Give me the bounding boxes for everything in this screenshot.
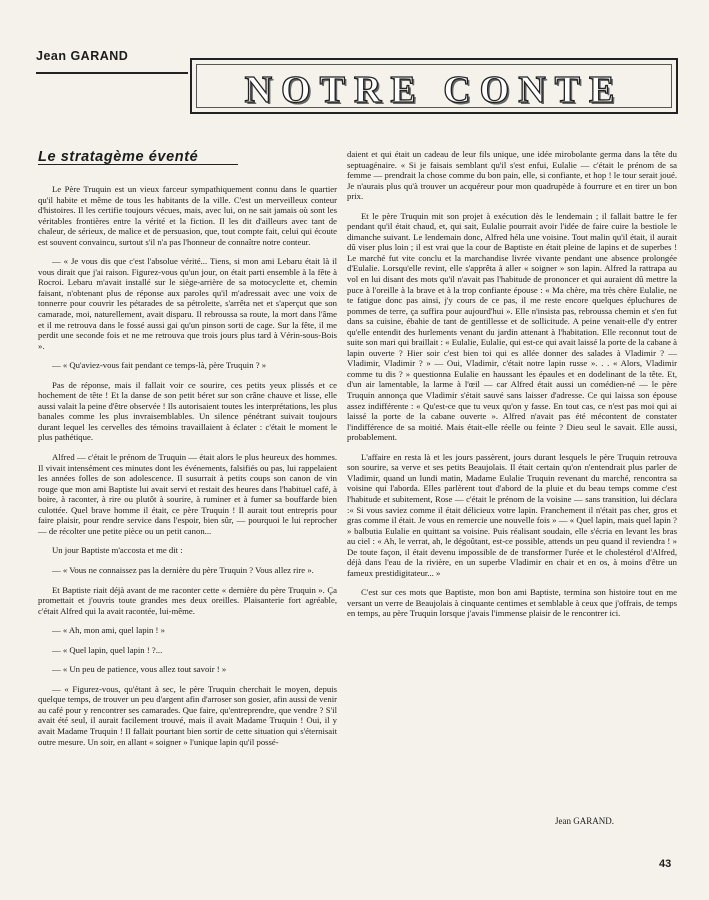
paragraph: Et Baptiste riait déjà avant de me raconter cette « dernière du père Truquin ». Ça promettait et j'ouvris toute grandes mes deux oreilles. Plaisanterie fort agréable, c'était Alfred qui la avait racontée, lui-même. xyxy=(38,584,337,616)
paragraph: — « Qu'aviez-vous fait pendant ce temps-là, père Truquin ? » xyxy=(52,360,267,371)
paragraph: — « Quel lapin, quel lapin ! ?... xyxy=(52,644,163,655)
paragraph: daient et qui était un cadeau de leur fils unique, une idée mirobolante germa dans la tête du septuagénaire. « Si je faisais semblant qu'il s'est enfui, Eulalie — c'était le prénom de sa femme — prendrait la chose comme du bon pain, elle, si confiante, et hop ! le tour serait joué. Je n'aurais plus qu'à trouver un acquéreur pour mon quadrupède à fourrure et en tirer un bon prix. xyxy=(347,149,677,202)
right-column xyxy=(347,149,677,628)
story-title-underline xyxy=(38,164,238,165)
paragraph: L'affaire en resta là et les jours passèrent, jours durant lesquels le père Truquin retrouva son sourire, sa verve et ses petits Beaujolais. Il était certain qu'on n'entendrait plus parler de Vladimir, quand un lundi matin, Madame Eulalie Truquin revenant du marché, rencontra sa voisine qui l'aborda. Elles parlèrent tout d'abord de la pluie et du beau temps comme c'est l'habitude et subitement, Rose — c'était le prénom de la voisine — sans transition, lui déclara :« Si vous saviez comme il était délicieux votre lapin. Franchement il n'était pas cher, gros et gras comme il était. Je vous en remercie une nouvelle fois » — « Quel lapin, mais quel lapin ? » balbutia Eulalie en quittant sa voisine. Puis réalisant soudain, elle s'écria en levant les bras au ciel : « Ah, le verrat, ah, le dégoûtant, est-ce possible, attends un peu quand il reviendra ! » De toute façon, il était devenu impossible de de transformer l'urée et le cholestérol d'Alfred, déjà dans l'eau de la rivière, en un superbe Vladimir en chair et en os, à moins d'être un fameux prestidigitateur... » xyxy=(347,451,677,578)
header-rule xyxy=(36,72,188,74)
page-number: 43 xyxy=(659,858,672,870)
paragraph: — « Vous ne connaissez pas la dernière du père Truquin ? Vous allez rire ». xyxy=(52,564,314,575)
story-title: Le stratagème éventé xyxy=(38,149,199,165)
paragraph: — « Un peu de patience, vous allez tout savoir ! » xyxy=(52,664,227,675)
left-column xyxy=(38,184,337,756)
paragraph: Le Père Truquin est un vieux farceur sympathiquement connu dans le quartier qu'il habite et même de tous les habitants de la ville. C'est un merveilleux conteur d'histoires. Il les certifie toujours vécues, mais, avec lui, on ne sait jamais où sont les véritables frontières entre la vérité et la fiction. Il les dit d'ailleurs avec tant de chaleur, de sérieux, de malice et de persuasion, que, tout compte fait, celui qui écoute est souvent convaincu, surtout s'il n'a pas l'honneur de connaître notre conteur. xyxy=(38,184,337,247)
paragraph: Pas de réponse, mais il fallait voir ce sourire, ces petits yeux plissés et ce hochement de tête ! Et la danse de son petit béret sur son crâne chauve et lisse, elle aussi valait la peine d'être observée ! Ils autorisaient toutes les interprétations, les plus banales comme les plus invraisemblables. Un silence pénétrant suivait toujours durant lequel les cervelles des témoins travaillaient à éclater : c'était le moment le plus pathétique. xyxy=(38,379,337,443)
title-frame xyxy=(190,58,678,114)
header-author: Jean GARAND xyxy=(36,49,129,63)
paragraph: C'est sur ces mots que Baptiste, mon bon ami Baptiste, termina son histoire tout en me versant un verre de Beaujolais à cinquante centimes et semblable à ceux que j'offrais, de temps en temps, au père Truquin lorsque j'avais l'immense plaisir de le rencontrer ici. xyxy=(347,587,677,619)
section-title: NOTRE CONTE xyxy=(244,69,624,111)
signature: Jean GARAND. xyxy=(555,816,614,826)
paragraph: Et le père Truquin mit son projet à exécution dès le lendemain ; il fallait battre le fer pendant qu'il était chaud, et, qui sait, Eulalie pourrait avoir l'idée de faire cuire la bestiole le dimanche suivant. Le lendemain donc, Alfred héla une voisine. Tout malin qu'il était, il aurait dû viser plus loin ; il est vrai que la cour de Baptiste en était pleine de lapins et de superbes ! Le marché fut vite conclu et la marchandise livrée vivante pendant une absence prolongée d'Eulalie. Lorsqu'elle revint, elle s'apprêta à aller « soigner » son lapin. Alfred la rattrapa au vol en lui disant des mots qu'il n'avait pas l'habitude de prononcer et qui auraient dû mettre la puce à l'oreille à la brave et à la trop confiante épouse : « Ma chère, ma très chère Eulalie, ne te fatigue donc pas ainsi, j'y cours de ce pas, il me reste encore quelques épluchures de pommes de terre, ça suffira pour aujourd'hui ». Elle n'insista pas, rebroussa chemin et s'en fut dans sa cuisine, ébahie de tant de gentillesse et de sollicitude. A peine venait-elle d'y entrer qu'elle entendit des hurlements venant du jardin attenant à l'habitation. Elle reconnut tout de suite son mari qui braillait : « Eulalie, Eulalie, qui est-ce qui avait laissé la porte de la cabane à lapin ouverte ? Hier soir c'est bien toi qui es allée donner des salades à Vladimir ? — Vladimir, Vladimir ? » — Oui, Vladimir, c'était notre lapin russe ». . . « Alors, Vladimir comme tu dis ? » questionna Eulalie en haussant les épaules et en dodelinant de la tête. Et, d'un air lamentable, la larme à l'œil — car Alfred était aussi un comédien-né — le père Truquin annonça que Vladimir s'était sauvé sans laisser d'adresse. Ce qui laissa son épouse assez indifférente : « Qu'est-ce que tu veux qu'on y fasse. En tout cas, ce n'est pas moi qui ai laissé la porte de la cabane ouverte ». Alfred n'avait pas été mécontent de constater l'indifférence de sa moitié. Mais était-elle réelle ou feinte ? Dieu seul le savait. Elle aussi, probablement. xyxy=(347,210,677,443)
paragraph: — « Figurez-vous, qu'étant à sec, le père Truquin cherchait le moyen, depuis quelque temps, de trouver un peu d'argent afin d'arroser son gosier, afin aussi de venir au café pour y rencontrer ses camarades. Que faire, qu'entreprendre, que vendre ? S'il avait été seul, il aurait facilement trouvé, mais il avait Madame Truquin ! Oui, il y avait Madame Truquin ! Il fallait pourtant bien sortir de cette situation qui s'éternisait outre mesure. Un soir, en allant « soigner » l'unique lapin qu'il possé- xyxy=(38,683,337,747)
paragraph: — « Ah, mon ami, quel lapin ! » xyxy=(52,625,165,636)
paragraph: Un jour Baptiste m'accosta et me dit : xyxy=(52,545,183,556)
paragraph: Alfred — c'était le prénom de Truquin — était alors le plus heureux des hommes. Il vivait intensément ces minutes dont les événements, falsifiés ou pas, lui rappelaient les années folles de son adolescence. Il susurrait à petits coups son canon de vin rouge que mon ami Baptiste lui avait servi et restait des heures dans l'habituel café, à boire, à raconter, à rire ou plutôt à sourire, à ruminer et à fumer sa bouffarde bien culottée. Quel brave homme il était, ce père Truquin ! Il aurait tout entrepris pour faire plaisir, pour rendre service dans l'espoir, bien sûr, — pourquoi le lui reprocher — de récolter une petite pièce ou un petit canon... xyxy=(38,452,337,536)
paragraph: — « Je vous dis que c'est l'absolue vérité... Tiens, si mon ami Lebaru était là il vous dirait que j'ai raison. Figurez-vous qu'un jour, on était parti ensemble à la fête à Rocroi. Lebaru m'avait installé sur le siège-arrière de sa motocyclette et, chemin faisant, n'obtenant plus de réponse aux paroles qu'il m'adressait avec une voix de tonnerre pour couvrir les pétarades de sa pétrolette, s'arrêta net et s'aperçut que son camarade, moi, naturellement, avait disparu. Il rebroussa sa route, la mort dans l'âme et il me retrouva dans le fossé aussi gai qu'un pinson sorti de cage. Sur la fête, il me perdit une seconde fois et ne me retrouva que trois jours plus tard à Vérin-sous-Bois ». xyxy=(38,256,337,351)
